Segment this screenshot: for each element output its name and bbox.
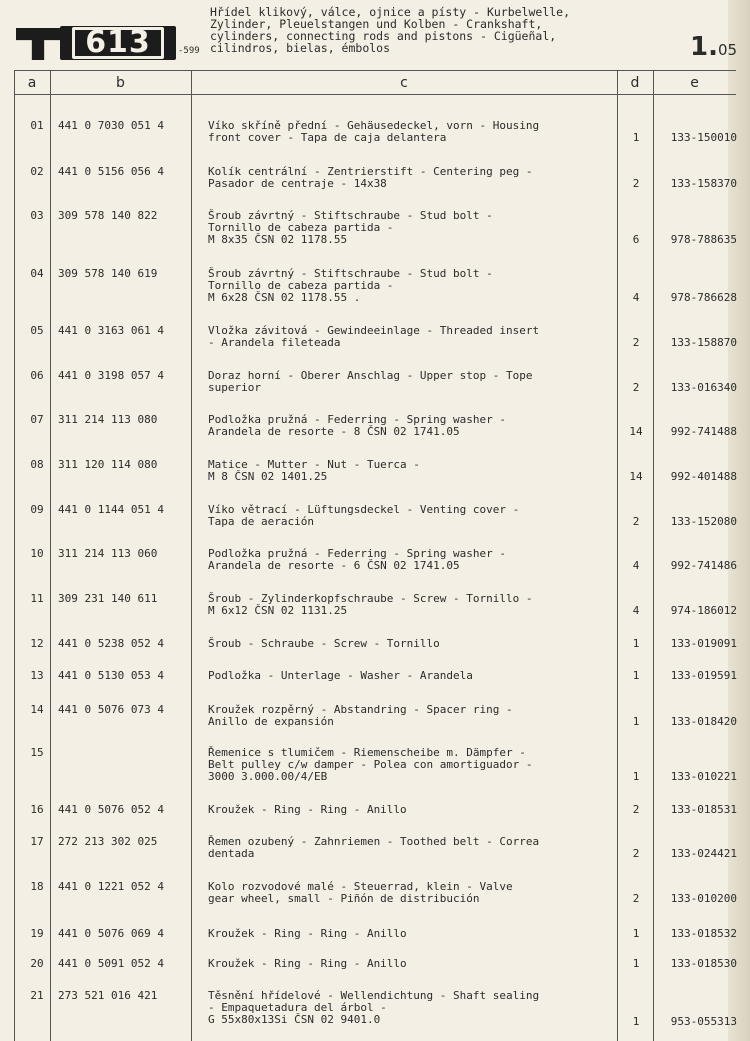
column-rule bbox=[191, 70, 192, 1041]
part-number: 441 0 5091 052 4 bbox=[58, 957, 164, 970]
quantity: 2 bbox=[632, 803, 640, 816]
part-number: 309 231 140 611 bbox=[58, 592, 158, 605]
catalog-code: 133-152080 bbox=[670, 515, 737, 528]
column-rule bbox=[14, 70, 15, 1041]
item-number: 12 bbox=[30, 637, 44, 650]
part-description: Kolo rozvodové malé - Steuerrad, klein - Valve gear wheel, small - Piñón de distribución bbox=[208, 880, 513, 905]
column-header-d: d bbox=[630, 75, 640, 91]
model-suffix: -599 bbox=[178, 46, 200, 56]
part-description: Víko skříně přední - Gehäusedeckel, vorn - Housing front cover - Tapa de caja delantera bbox=[208, 119, 540, 144]
item-number: 04 bbox=[30, 267, 44, 280]
part-number: 441 0 5156 056 4 bbox=[58, 165, 164, 178]
quantity: 14 bbox=[629, 470, 643, 483]
quantity: 4 bbox=[632, 291, 640, 304]
catalog-code: 133-010221 bbox=[670, 770, 737, 783]
item-number: 11 bbox=[30, 592, 44, 605]
item-number: 16 bbox=[30, 803, 44, 816]
section-title: Hřídel klikový, válce, ojnice a písty - Kurbelwelle, Zylinder, Pleuelstangen und Kolben - Crankshaft, cylinders, connecting rods and pistons - Cigüeñal, cilindros, bielas, émbolos bbox=[210, 5, 571, 55]
item-number: 03 bbox=[30, 209, 44, 222]
quantity: 14 bbox=[629, 425, 643, 438]
part-description: Kroužek - Ring - Ring - Anillo bbox=[208, 927, 407, 940]
column-header-c: c bbox=[400, 75, 408, 91]
part-number: 441 0 5076 052 4 bbox=[58, 803, 164, 816]
item-number: 14 bbox=[30, 703, 44, 716]
page-number-minor: 05 bbox=[717, 41, 738, 59]
item-number: 01 bbox=[30, 119, 44, 132]
part-description: Kolík centrální - Zentrierstift - Centering peg - Pasador de centraje - 14x38 bbox=[208, 165, 533, 190]
part-description: Podložka pružná - Federring - Spring washer - Arandela de resorte - 8 ČSN 02 1741.05 bbox=[208, 413, 507, 438]
brand-logo-box bbox=[60, 26, 176, 60]
catalog-code: 133-024421 bbox=[670, 847, 737, 860]
item-number: 06 bbox=[30, 369, 44, 382]
quantity: 2 bbox=[632, 892, 640, 905]
part-description: Šroub závrtný - Stiftschraube - Stud bolt - Tornillo de cabeza partida - M 6x28 ČSN 02 1178.55 . bbox=[208, 267, 493, 304]
item-number: 13 bbox=[30, 669, 44, 682]
catalog-code: 992-401488 bbox=[670, 470, 737, 483]
quantity: 2 bbox=[632, 847, 640, 860]
quantity: 1 bbox=[632, 770, 640, 783]
catalog-code: 992-741488 bbox=[670, 425, 737, 438]
item-number: 17 bbox=[30, 835, 44, 848]
table-header-rule bbox=[14, 94, 736, 95]
part-description: Podložka pružná - Federring - Spring washer - Arandela de resorte - 6 ČSN 02 1741.05 bbox=[208, 547, 507, 572]
catalog-code: 133-018532 bbox=[670, 927, 737, 940]
catalog-code: 978-788635 bbox=[670, 233, 737, 246]
quantity: 1 bbox=[632, 1015, 640, 1028]
catalog-code: 133-018531 bbox=[670, 803, 737, 816]
quantity: 1 bbox=[632, 131, 640, 144]
part-number: 441 0 3198 057 4 bbox=[58, 369, 164, 382]
part-description: Těsnění hřídelové - Wellendichtung - Shaft sealing - Empaquetadura del árbol - G 55x80x13Si ČSN 02 9401.0 bbox=[208, 989, 540, 1026]
quantity: 1 bbox=[632, 715, 640, 728]
item-number: 09 bbox=[30, 503, 44, 516]
page-header bbox=[14, 5, 738, 68]
part-number: 441 0 5238 052 4 bbox=[58, 637, 164, 650]
catalog-code: 133-016340 bbox=[670, 381, 737, 394]
part-number: 311 214 113 080 bbox=[58, 413, 158, 426]
quantity: 2 bbox=[632, 336, 640, 349]
part-description: Šroub závrtný - Stiftschraube - Stud bolt - Tornillo de cabeza partida - M 8x35 ČSN 02 1178.55 bbox=[208, 209, 493, 246]
catalog-code: 133-010200 bbox=[670, 892, 737, 905]
quantity: 4 bbox=[632, 559, 640, 572]
quantity: 6 bbox=[632, 233, 640, 246]
brand-logo-number: 613 bbox=[72, 27, 164, 59]
catalog-code: 974-186012 bbox=[670, 604, 737, 617]
catalog-code: 133-018420 bbox=[670, 715, 737, 728]
part-number: 441 0 1144 051 4 bbox=[58, 503, 164, 516]
part-number: 441 0 1221 052 4 bbox=[58, 880, 164, 893]
item-number: 21 bbox=[30, 989, 44, 1002]
part-number: 441 0 5076 069 4 bbox=[58, 927, 164, 940]
part-description: Šroub - Zylinderkopfschraube - Screw - Tornillo - M 6x12 ČSN 02 1131.25 bbox=[208, 592, 533, 617]
item-number: 19 bbox=[30, 927, 44, 940]
item-number: 05 bbox=[30, 324, 44, 337]
part-number: 311 214 113 060 bbox=[58, 547, 158, 560]
part-number: 311 120 114 080 bbox=[58, 458, 158, 471]
item-number: 18 bbox=[30, 880, 44, 893]
part-description: Podložka - Unterlage - Washer - Arandela bbox=[208, 669, 473, 682]
part-description: Vložka závitová - Gewindeeinlage - Threaded insert - Arandela fileteada bbox=[208, 324, 540, 349]
quantity: 2 bbox=[632, 177, 640, 190]
part-number: 309 578 140 619 bbox=[58, 267, 158, 280]
part-description: Šroub - Schraube - Screw - Tornillo bbox=[208, 637, 440, 650]
part-number: 272 213 302 025 bbox=[58, 835, 158, 848]
column-header-b: b bbox=[116, 75, 125, 91]
part-number: 441 0 3163 061 4 bbox=[58, 324, 164, 337]
catalog-code: 133-019591 bbox=[670, 669, 737, 682]
part-number: 441 0 5076 073 4 bbox=[58, 703, 164, 716]
column-header-a: a bbox=[27, 75, 37, 91]
part-number: 441 0 5130 053 4 bbox=[58, 669, 164, 682]
table-top-rule bbox=[14, 70, 736, 71]
catalog-code: 978-786628 bbox=[670, 291, 737, 304]
item-number: 20 bbox=[30, 957, 44, 970]
part-number: 309 578 140 822 bbox=[58, 209, 158, 222]
catalog-code: 133-150010 bbox=[670, 131, 737, 144]
item-number: 07 bbox=[30, 413, 44, 426]
item-number: 10 bbox=[30, 547, 44, 560]
part-number: 441 0 7030 051 4 bbox=[58, 119, 164, 132]
quantity: 1 bbox=[632, 927, 640, 940]
item-number: 08 bbox=[30, 458, 44, 471]
quantity: 4 bbox=[632, 604, 640, 617]
quantity: 1 bbox=[632, 669, 640, 682]
quantity: 2 bbox=[632, 381, 640, 394]
part-description: Víko větrací - Lüftungsdeckel - Venting cover - Tapa de aeración bbox=[208, 503, 520, 528]
quantity: 1 bbox=[632, 957, 640, 970]
part-description: Řemenice s tlumičem - Riemenscheibe m. Dämpfer - Belt pulley c/w damper - Polea con amortiguador - 3000 3.000.00/4/EB bbox=[208, 746, 533, 783]
catalog-code: 133-158370 bbox=[670, 177, 737, 190]
part-description: Řemen ozubený - Zahnriemen - Toothed belt - Correa dentada bbox=[208, 835, 540, 860]
part-description: Doraz horní - Oberer Anschlag - Upper stop - Tope superior bbox=[208, 369, 533, 394]
page-number-major: 1. bbox=[690, 32, 718, 62]
part-description: Matice - Mutter - Nut - Tuerca - M 8 ČSN 02 1401.25 bbox=[208, 458, 420, 483]
page-number bbox=[690, 32, 737, 62]
item-number: 15 bbox=[30, 746, 44, 759]
part-number: 273 521 016 421 bbox=[58, 989, 158, 1002]
catalog-code: 133-018530 bbox=[670, 957, 737, 970]
part-description: Kroužek - Ring - Ring - Anillo bbox=[208, 803, 407, 816]
quantity: 2 bbox=[632, 515, 640, 528]
catalog-code: 133-158870 bbox=[670, 336, 737, 349]
quantity: 1 bbox=[632, 637, 640, 650]
catalog-code: 992-741486 bbox=[670, 559, 737, 572]
catalog-code: 953-055313 bbox=[670, 1015, 737, 1028]
item-number: 02 bbox=[30, 165, 44, 178]
column-header-e: e bbox=[690, 75, 699, 91]
column-rule bbox=[653, 70, 654, 1041]
brand-logo-t bbox=[16, 28, 60, 60]
part-description: Kroužek rozpěrný - Abstandring - Spacer ring - Anillo de expansión bbox=[208, 703, 513, 728]
part-description: Kroužek - Ring - Ring - Anillo bbox=[208, 957, 407, 970]
catalog-code: 133-019091 bbox=[670, 637, 737, 650]
